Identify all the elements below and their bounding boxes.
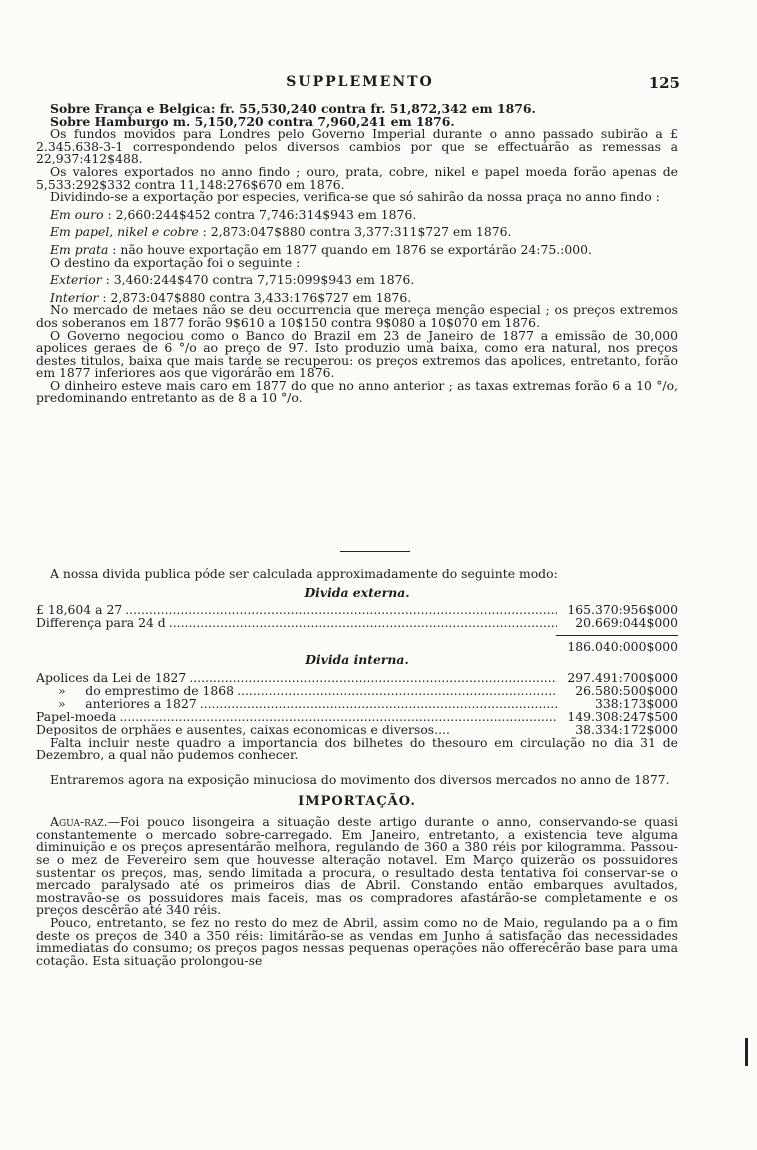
- internal-row-2-label: » do emprestimo de 1868: [58, 682, 235, 698]
- internal-row-1-value: 297.491:700$000: [567, 669, 678, 685]
- intro-paragraphs: [36, 103, 678, 405]
- internal-row-5-value: 38.334:172$000: [575, 721, 678, 737]
- destination-interior-text: : 2,873:047$880 contra 3,433:176$727 em 1876.: [102, 289, 412, 305]
- margin-mark: [745, 1038, 748, 1066]
- exchange-hamburg-line: Sobre Hamburgo m. 5,150,720 contra 7,960,241 em 1876.: [50, 113, 455, 129]
- section-divider: [340, 551, 410, 552]
- internal-row-4-label: Papel-moeda: [36, 708, 117, 724]
- agua-raz-paragraph: [36, 816, 678, 917]
- internal-debt-heading: Divida interna.: [305, 652, 409, 668]
- agua-raz-lead: Agua-raz.: [50, 814, 108, 830]
- metals-paragraph: No mercado de metaes não se deu occurrencia que mereça menção especial ; os preços extremos dos soberanos em 1877 forão 9$610 a 10$150 contra 9$080 a 10$070 em 1876.: [36, 302, 678, 330]
- destination-interior-label: Interior: [50, 289, 99, 305]
- markets-intro-paragraph: Entraremos agora na exposição minuciosa do movimento dos diversos mercados no anno de 1877.: [50, 771, 670, 787]
- money-paragraph: O dinheiro esteve mais caro em 1877 do que no anno anterior ; as taxas extremas forão 6 a 10 °/o, predominando entretanto as de 8 a 10 °/o.: [36, 377, 678, 406]
- internal-row-3-value: 338:173$000: [594, 695, 678, 711]
- exports-value-paragraph: Os valores exportados no anno findo ; ouro, prata, cobre, nikel e papel moeda forão apenas de 5,533:292$332 contra 11,148:276$670 em 1876.: [36, 163, 678, 192]
- species-gold-label: Em ouro: [50, 206, 104, 222]
- destination-exterior: [36, 274, 678, 287]
- destination-intro: O destino da exportação foi o seguinte :: [50, 254, 301, 270]
- destination-exterior-label: Exterior: [50, 272, 102, 288]
- internal-row-5-label: Depositos de orphães e ausentes, caixas economicas e diversos....: [36, 723, 450, 737]
- species-paper: [36, 226, 678, 239]
- agua-raz-text: —Foi pouco lisongeira a situação deste artigo durante o anno, conservando-se quasi constantemente o mercado sobre-carregado. Em Janeiro, entretanto, a existencia teve alguma diminuição e os preços apresentárão melhora, regulando de 360 a 380 réis por kilogramma. Passou-se o mez de Fevereiro sem que houvesse alteração notavel. Em Março quizerão os possuidores sustentar os preços, mas, sendo limitada a procura, o resultado desta tentativa foi conservar-se o mercado paralysado até os primeiros dias de Abril. Constando então embarques avultados, mostravão-se os possuidores mais faceis, mas os compradores afastárão-se completamente e os preços descêrão até 340 réis.: [36, 814, 678, 918]
- section-title-importacao: IMPORTAÇÃO.: [298, 793, 416, 809]
- species-paper-text: : 2,873:047$880 contra 3,377:311$727 em 1876.: [202, 224, 512, 240]
- external-row-2-value: 20.669:044$000: [575, 615, 678, 631]
- public-debt-section: [36, 568, 678, 967]
- species-intro-paragraph: Dividindo-se a exportação por especies, verifica-se que só sahirão da nossa praça no anno findo :: [50, 189, 660, 205]
- species-silver-label: Em prata: [50, 241, 109, 257]
- running-title: SUPPLEMENTO: [286, 74, 434, 90]
- leader-dots: [125, 604, 557, 617]
- internal-row-3-label: » anteriores a 1827: [58, 695, 197, 711]
- internal-row-2-value: 26.580:500$000: [575, 682, 678, 698]
- external-row-1-value: 165.370:956$000: [567, 602, 678, 618]
- external-row-1-label: £ 18,604 a 27: [36, 602, 123, 618]
- external-total-value: 186.040:000$000: [567, 639, 678, 655]
- government-paragraph: O Governo negociou como o Banco do Brazil em 23 de Janeiro de 1877 a emissão de 30,000 apolices geraes de 6 °/o ao preço de 97. Isto produzio uma baixa, como era natural, nos preços destes titulos, baixa que mais tarde se recuperou: os preços extremos das apolices, entretanto, forão em 1877 inferiores aos que vigorárão em 1876.: [36, 327, 678, 381]
- internal-row-4-value: 149.308:247$500: [567, 708, 678, 724]
- leader-dots: [169, 617, 557, 630]
- external-row-2-label: Differença para 24 d: [36, 615, 166, 631]
- species-gold-text: : 2,660:244$452 contra 7,746:314$943 em 1876.: [107, 206, 417, 222]
- destination-exterior-text: : 3,460:244$470 contra 7,715:099$943 em 1876.: [105, 272, 415, 288]
- external-row-2: [36, 617, 678, 630]
- species-paper-label: Em papel, nikel e cobre: [50, 224, 199, 240]
- leader-dots: [119, 711, 557, 724]
- exchange-france-line: Sobre França e Belgica: fr. 55,530,240 contra fr. 51,872,342 em 1876.: [50, 101, 536, 116]
- treasury-bills-paragraph: Falta incluir neste quadro a importancia dos bilhetes do thesouro em circulação no dia 31 de Dezembro, a qual não pudemos conhecer.: [36, 734, 678, 763]
- leader-dots: [189, 672, 557, 685]
- internal-row-1-label: Apolices da Lei de 1827: [36, 669, 187, 685]
- april-paragraph: Pouco, entretanto, se fez no resto do mez de Abril, assim como no de Maio, regulando pa a o fim deste os preços de 340 a 350 réis: limitárão-se as vendas em Junho á satisfação das necessidades immediatas do consumo; os preços pagos nessas pequenas operações não offerecêrão base para uma cotação. Esta situação prolongou-se: [36, 914, 678, 968]
- leader-dots: [237, 685, 557, 698]
- debt-intro: A nossa divida publica póde ser calculada approximadamente do seguinte modo:: [50, 566, 558, 581]
- species-gold: [36, 206, 678, 222]
- page-header: [40, 74, 680, 94]
- external-debt-heading: Divida externa.: [304, 584, 410, 600]
- leader-dots: [200, 698, 557, 711]
- funds-paragraph: Os fundos movidos para Londres pelo Governo Imperial durante o anno passado subirão a £ 2.345.638-3-1 correspondendo pelos diversos cambios por que se effectuárão as remessas a 22,937:412$488.: [36, 126, 678, 167]
- species-silver-text: : não houve exportação em 1877 quando em 1876 se exportárão 24:75.:000.: [112, 241, 592, 257]
- page-number: 125: [648, 74, 680, 92]
